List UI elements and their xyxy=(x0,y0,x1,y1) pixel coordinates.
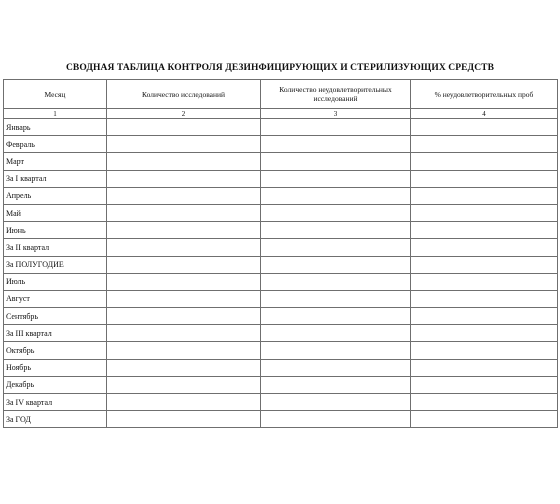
column-number: 2 xyxy=(107,109,261,119)
table-row xyxy=(4,359,558,376)
unsatisfactory-count-cell[interactable] xyxy=(261,239,411,256)
row-label: За ГОД xyxy=(4,411,107,428)
header-row xyxy=(4,80,558,109)
table-row xyxy=(4,376,558,393)
page-title: СВОДНАЯ ТАБЛИЦА КОНТРОЛЯ ДЕЗИНФИЦИРУЮЩИХ И СТЕРИЛИЗУЮЩИХ СРЕДСТВ xyxy=(65,63,495,73)
table-row xyxy=(4,153,558,170)
unsatisfactory-count-cell[interactable] xyxy=(261,187,411,204)
unsatisfactory-percent-cell[interactable] xyxy=(411,290,558,307)
table-row xyxy=(4,222,558,239)
study-count-cell[interactable] xyxy=(107,325,261,342)
header-unsatisfactory-count: Количество неудовлетворительных исследований xyxy=(261,80,411,109)
unsatisfactory-percent-cell[interactable] xyxy=(411,342,558,359)
table-row xyxy=(4,136,558,153)
unsatisfactory-percent-cell[interactable] xyxy=(411,273,558,290)
unsatisfactory-count-cell[interactable] xyxy=(261,411,411,428)
header-unsatisfactory-percent: % неудовлетворительных проб xyxy=(411,80,558,109)
unsatisfactory-percent-cell[interactable] xyxy=(411,376,558,393)
study-count-cell[interactable] xyxy=(107,119,261,136)
unsatisfactory-count-cell[interactable] xyxy=(261,256,411,273)
unsatisfactory-count-cell[interactable] xyxy=(261,204,411,221)
unsatisfactory-count-cell[interactable] xyxy=(261,153,411,170)
unsatisfactory-count-cell[interactable] xyxy=(261,290,411,307)
unsatisfactory-percent-cell[interactable] xyxy=(411,119,558,136)
row-label: Декабрь xyxy=(4,376,107,393)
study-count-cell[interactable] xyxy=(107,204,261,221)
row-label: Июль xyxy=(4,273,107,290)
study-count-cell[interactable] xyxy=(107,256,261,273)
table-row xyxy=(4,325,558,342)
unsatisfactory-percent-cell[interactable] xyxy=(411,222,558,239)
study-count-cell[interactable] xyxy=(107,359,261,376)
table-row xyxy=(4,187,558,204)
row-label: Октябрь xyxy=(4,342,107,359)
row-label: Февраль xyxy=(4,136,107,153)
row-label: Март xyxy=(4,153,107,170)
table-row xyxy=(4,273,558,290)
study-count-cell[interactable] xyxy=(107,170,261,187)
table-row xyxy=(4,204,558,221)
study-count-cell[interactable] xyxy=(107,411,261,428)
study-count-cell[interactable] xyxy=(107,342,261,359)
row-label: За IV квартал xyxy=(4,394,107,411)
column-number: 1 xyxy=(4,109,107,119)
table-row xyxy=(4,170,558,187)
unsatisfactory-count-cell[interactable] xyxy=(261,136,411,153)
row-label: Апрель xyxy=(4,187,107,204)
row-label: Август xyxy=(4,290,107,307)
study-count-cell[interactable] xyxy=(107,153,261,170)
study-count-cell[interactable] xyxy=(107,136,261,153)
study-count-cell[interactable] xyxy=(107,222,261,239)
unsatisfactory-percent-cell[interactable] xyxy=(411,308,558,325)
row-label: За ПОЛУГОДИЕ xyxy=(4,256,107,273)
unsatisfactory-percent-cell[interactable] xyxy=(411,394,558,411)
unsatisfactory-percent-cell[interactable] xyxy=(411,204,558,221)
unsatisfactory-count-cell[interactable] xyxy=(261,170,411,187)
row-label: Сентябрь xyxy=(4,308,107,325)
row-label: За I квартал xyxy=(4,170,107,187)
table-row xyxy=(4,411,558,428)
row-label: Июнь xyxy=(4,222,107,239)
unsatisfactory-percent-cell[interactable] xyxy=(411,256,558,273)
unsatisfactory-count-cell[interactable] xyxy=(261,325,411,342)
column-number-row xyxy=(4,109,558,119)
row-label: За III квартал xyxy=(4,325,107,342)
unsatisfactory-count-cell[interactable] xyxy=(261,222,411,239)
unsatisfactory-percent-cell[interactable] xyxy=(411,411,558,428)
study-count-cell[interactable] xyxy=(107,376,261,393)
table-row xyxy=(4,239,558,256)
table-row xyxy=(4,119,558,136)
table-row xyxy=(4,290,558,307)
unsatisfactory-count-cell[interactable] xyxy=(261,119,411,136)
unsatisfactory-percent-cell[interactable] xyxy=(411,153,558,170)
unsatisfactory-count-cell[interactable] xyxy=(261,359,411,376)
column-number: 4 xyxy=(411,109,558,119)
column-number: 3 xyxy=(261,109,411,119)
unsatisfactory-percent-cell[interactable] xyxy=(411,170,558,187)
study-count-cell[interactable] xyxy=(107,187,261,204)
study-count-cell[interactable] xyxy=(107,290,261,307)
header-study-count: Количество исследований xyxy=(107,80,261,109)
table-row xyxy=(4,256,558,273)
summary-table xyxy=(3,79,558,428)
header-month: Месяц xyxy=(4,80,107,109)
unsatisfactory-count-cell[interactable] xyxy=(261,308,411,325)
study-count-cell[interactable] xyxy=(107,394,261,411)
unsatisfactory-percent-cell[interactable] xyxy=(411,239,558,256)
study-count-cell[interactable] xyxy=(107,273,261,290)
study-count-cell[interactable] xyxy=(107,239,261,256)
table-row xyxy=(4,394,558,411)
row-label: Май xyxy=(4,204,107,221)
table-row xyxy=(4,342,558,359)
row-label: За II квартал xyxy=(4,239,107,256)
row-label: Ноябрь xyxy=(4,359,107,376)
row-label: Январь xyxy=(4,119,107,136)
unsatisfactory-percent-cell[interactable] xyxy=(411,359,558,376)
unsatisfactory-count-cell[interactable] xyxy=(261,342,411,359)
table-body xyxy=(4,119,558,428)
unsatisfactory-percent-cell[interactable] xyxy=(411,187,558,204)
unsatisfactory-percent-cell[interactable] xyxy=(411,325,558,342)
unsatisfactory-count-cell[interactable] xyxy=(261,394,411,411)
unsatisfactory-count-cell[interactable] xyxy=(261,273,411,290)
study-count-cell[interactable] xyxy=(107,308,261,325)
unsatisfactory-count-cell[interactable] xyxy=(261,376,411,393)
unsatisfactory-percent-cell[interactable] xyxy=(411,136,558,153)
table-row xyxy=(4,308,558,325)
